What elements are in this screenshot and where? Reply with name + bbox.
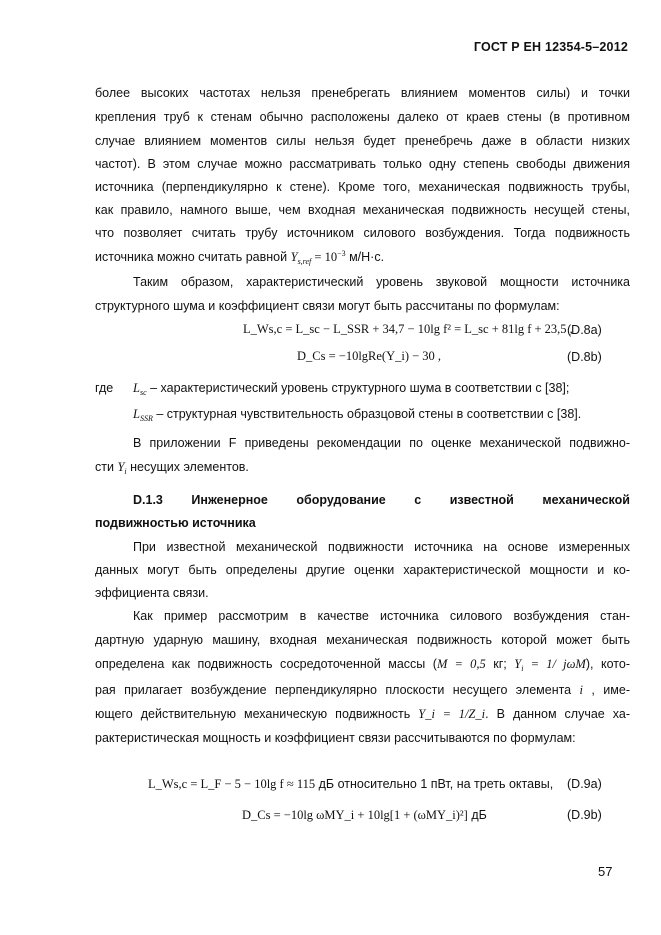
text: рая прилагает возбуждение перпендикулярно плоскости несущего элемента	[95, 683, 580, 697]
section-title-line2: подвижностью источника	[95, 516, 256, 530]
title-word: с	[414, 493, 422, 507]
formula-exponent: −3	[337, 249, 346, 258]
symbol-subscript: sc	[139, 388, 147, 397]
symbol: Y	[117, 460, 125, 474]
text: . В данном случае ха-	[485, 707, 630, 721]
equation-d9a	[148, 777, 553, 792]
text-line	[95, 460, 249, 476]
text-line: структурного шума и коэффициент связи могут быть рассчитаны по формулам:	[95, 299, 560, 313]
text-line: дартную ударную машину, входная механическая подвижность которой может быть	[95, 633, 630, 647]
text: источника можно считать равной	[95, 250, 288, 264]
text-line	[95, 707, 630, 722]
text-line: более высоких частотах нельзя пренебрегать влиянием моментов силы) и точки	[95, 86, 630, 100]
formula: D_Cs = −10lg ωMY_i + 10lg[1 + (ωMY_i)²]	[242, 808, 468, 822]
formula-symbol: Y	[290, 250, 298, 264]
text: кг;	[485, 657, 515, 671]
text-line: Как пример рассмотрим в качестве источника силового возбуждения стан-	[133, 609, 630, 623]
formula-mobility: = 1/ jωM	[523, 657, 586, 671]
equation-number: (D.8a)	[567, 323, 602, 337]
equation-number: (D.9a)	[567, 777, 602, 791]
text: ющего действительную механическую подвижность	[95, 707, 419, 721]
text-line: данных могут быть определены другие оценки характеристической мощности и ко-	[95, 563, 630, 577]
symbol-subscript: i	[124, 467, 127, 476]
text-line: В приложении F приведены рекомендации по оценке механической подвижно-	[133, 436, 630, 450]
symbol: L	[133, 407, 140, 421]
formula-inline: Y_i = 1/Z_i	[418, 707, 486, 721]
where-item	[133, 381, 569, 397]
title-word: известной	[449, 493, 514, 507]
text-line: крепления труб к стенам обычно расположены далеко от краев стены (в противном	[95, 110, 630, 124]
formula-equals: = 10	[311, 250, 338, 264]
text-line: что позволяет считать трубу источником силового возбуждения. Тогда подвижность	[95, 226, 630, 240]
text-line: рактеристическая мощность и коэффициент связи рассчитываются по формулам:	[95, 731, 576, 745]
text-line	[95, 657, 630, 673]
equation-number: (D.8b)	[567, 350, 602, 364]
text: определена как подвижность сосредоточенной массы (	[95, 657, 437, 671]
where-item	[133, 407, 581, 423]
text-line: как правило, намного выше, чем входная механическая подвижность несущей стены,	[95, 203, 630, 217]
text-line: При известной механической подвижности источника на основе измеренных	[133, 540, 630, 554]
equation-number: (D.9b)	[567, 808, 602, 822]
unit: м/Н·с.	[345, 250, 385, 264]
section-title-line	[133, 493, 630, 507]
symbol: L	[133, 381, 140, 395]
text-line-last	[95, 249, 384, 266]
formula-text: дБ относительно 1 пВт, на треть октавы,	[315, 777, 554, 791]
title-word: механической	[542, 493, 630, 507]
symbol: i	[579, 683, 584, 697]
page-number: 57	[598, 864, 613, 879]
title-word: Инженерное	[191, 493, 268, 507]
text-line: случае влиянием моментов силы нельзя будет пренебречь даже в области низких	[95, 134, 630, 148]
symbol-subscript: i	[521, 664, 524, 673]
text: несущих элементов.	[126, 460, 249, 474]
equation-d9b	[242, 808, 487, 823]
title-word: оборудование	[296, 493, 386, 507]
text-line: эффициента связи.	[95, 586, 209, 600]
formula-subscript: s,ref	[297, 257, 312, 266]
symbol: Y	[514, 657, 522, 671]
formula-mass: M = 0,5	[436, 657, 486, 671]
text: ), кото-	[585, 657, 630, 671]
definition: – структурная чувствительность образцовой стены в соответствии с [38].	[152, 407, 582, 421]
definition: – характеристический уровень структурного шума в соответствии с [38];	[146, 381, 570, 395]
document-header: ГОСТ Р ЕН 12354-5–2012	[473, 40, 628, 54]
text: сти	[95, 460, 118, 474]
section-number: D.1.3	[133, 493, 163, 507]
text-line: частот). В этом случае можно рассматривать только одну степень свободы движения	[95, 157, 630, 171]
text-line: источника (перпендикулярно к стене). Кроме того, механическая подвижность трубы,	[95, 180, 630, 194]
equation-d8a: L_Ws,c = L_sc − L_SSR + 34,7 − 10lg f² = L_sc + 81lg f + 23,5 ,	[243, 322, 573, 336]
text: , име-	[583, 683, 631, 697]
equation-d8b: D_Cs = −10lgRe(Y_i) − 30 ,	[297, 349, 442, 363]
text-line: Таким образом, характеристический уровень звуковой мощности источника	[133, 275, 630, 289]
formula: L_Ws,c = L_F − 5 − 10lg f ≈ 115	[148, 777, 316, 791]
formula-yref	[291, 250, 346, 264]
formula-text: дБ	[467, 808, 487, 822]
text-line	[95, 683, 630, 698]
symbol-subscript: SSR	[139, 414, 153, 423]
where-label: где	[95, 381, 114, 395]
